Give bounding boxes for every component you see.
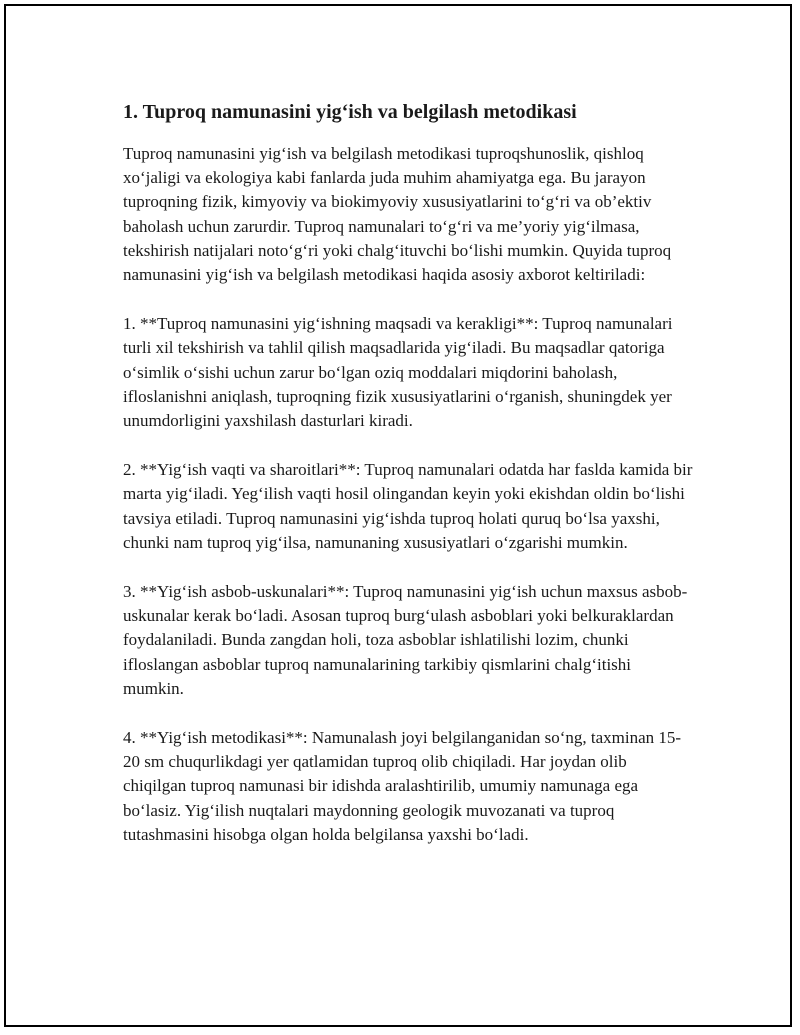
paragraph-timing: 2. **Yig‘ish vaqti va sharoitlari**: Tuproq namunalari odatda har faslda kamida bir marta yig‘iladi. Yeg‘ilish vaqti hosil olingandan keyin yoki ekishdan oldin bo‘lishi tavsiya etiladi. Tuproq namunasini yig‘ishda tuproq holati quruq bo‘lsa yaxshi, chunki nam tuproq yig‘ilsa, namunaning xususiyatlari o‘zgarishi mumkin.: [123, 460, 693, 552]
document-body: [123, 98, 693, 872]
page-frame: [4, 4, 792, 1027]
page-title: 1. Tuproq namunasini yig‘ish va belgilash metodikasi: [123, 101, 577, 123]
intro-paragraph: Tuproq namunasini yig‘ish va belgilash metodikasi tuproqshunoslik, qishloq xo‘jaligi va ekologiya kabi fanlarda juda muhim ahamiyatga ega. Bu jarayon tuproqning fizik, kimyoviy va biokimyoviy xususiyatlarini to‘g‘ri va ob’ektiv baholash uchun zarurdir. Tuproq namunalari to‘g‘ri va me’yoriy yig‘ilmasa, tekshirish natijalari noto‘g‘ri yoki chalg‘ituvchi bo‘lishi mumkin. Quyida tuproq namunasini yig‘ish va belgilash metodikasi haqida asosiy axborot keltiriladi:: [123, 144, 672, 285]
paragraph-equipment: 3. **Yig‘ish asbob-uskunalari**: Tuproq namunasini yig‘ish uchun maxsus asbob-uskunalar kerak bo‘ladi. Asosan tuproq burg‘ulash asboblari yoki belkuraklardan foydalaniladi. Bunda zangdan holi, toza asboblar ishlatilishi lozim, chunki ifloslangan asboblar tuproq namunalarining tarkibiy qismlarini chalg‘itishi mumkin.: [123, 582, 688, 698]
paragraph-purpose: 1. **Tuproq namunasini yig‘ishning maqsadi va kerakligi**: Tuproq namunalari turli xil tekshirish va tahlil qilish maqsadlarida yig‘iladi. Bu maqsadlar qatoriga o‘simlik o‘sishi uchun zarur bo‘lgan oziq moddalari miqdorini baholash, ifloslanishni aniqlash, tuproqning fizik xususiyatlarini o‘rganish, shuningdek yer unumdorligini yaxshilash dasturlari kiradi.: [123, 314, 673, 431]
paragraph-methodology: 4. **Yig‘ish metodikasi**: Namunalash joyi belgilanganidan so‘ng, taxminan 15-20 sm chuqurlikdagi yer qatlamidan tuproq olib chiqiladi. Har joydan olib chiqilgan tuproq namunasi bir idishda aralashtirilib, umumiy namunaga ega bo‘lasiz. Yig‘ilish nuqtalari maydonning geologik muvozanati va tuproq tutashmasini hisobga olgan holda belgilansa yaxshi bo‘ladi.: [123, 728, 682, 844]
